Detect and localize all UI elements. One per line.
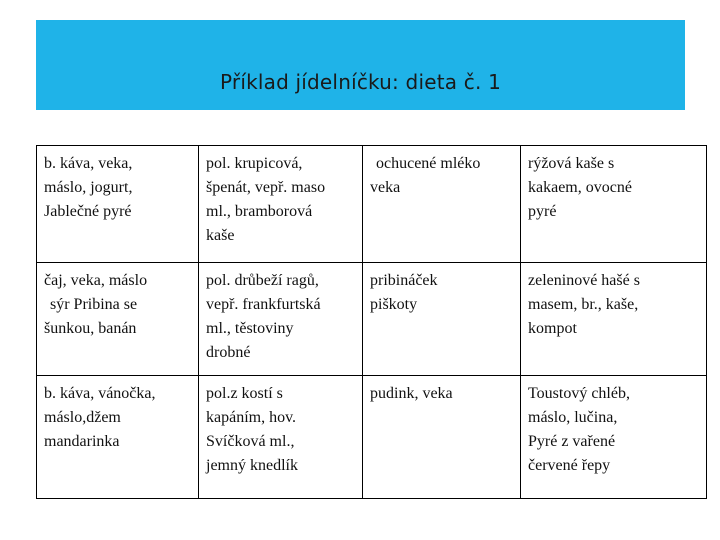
cell-line: rýžová kaše s — [528, 155, 615, 172]
table-cell — [363, 146, 521, 263]
cell-line: b. káva, vánočka, — [44, 384, 156, 402]
cell-line: čaj, veka, máslo — [44, 271, 148, 289]
table-cell — [199, 262, 363, 375]
cell-line: pol.z kostí s — [206, 384, 283, 402]
table-cell — [363, 262, 521, 375]
cell-line: mandarinka — [44, 432, 120, 450]
cell-line: máslo, jogurt, — [44, 179, 133, 196]
cell-line: pol. krupicová, — [206, 155, 303, 172]
cell-line: sýr Pribina se — [50, 295, 138, 313]
cell-line: pol. drůbeží ragů, — [206, 271, 319, 289]
cell-line: ml., těstoviny — [206, 319, 294, 337]
cell-line: máslo,džem — [44, 408, 121, 426]
table-cell — [521, 146, 707, 263]
cell-line: veka — [370, 179, 401, 196]
cell-line: ml., bramborová — [206, 203, 313, 220]
cell-line: masem, br., kaše, — [528, 295, 639, 313]
table-row — [37, 262, 707, 375]
table-cell — [521, 375, 707, 498]
cell-line: pyré — [528, 203, 557, 220]
cell-line: vepř. frankfurtská — [206, 295, 321, 313]
cell-line: pudink, veka — [370, 384, 453, 402]
table-cell — [363, 375, 521, 498]
menu-table — [36, 145, 707, 499]
table-cell — [521, 262, 707, 375]
table-cell — [199, 375, 363, 498]
cell-line: kompot — [528, 319, 577, 337]
cell-line: jemný knedlík — [206, 456, 298, 474]
title-banner — [36, 20, 685, 110]
cell-line: b. káva, veka, — [44, 155, 133, 172]
cell-line: piškoty — [370, 295, 418, 313]
cell-line: Pyré z vařené — [528, 432, 616, 450]
cell-line: zeleninové hašé s — [528, 271, 640, 289]
cell-line: Svíčková ml., — [206, 432, 295, 450]
table-cell — [37, 262, 199, 375]
table-cell — [199, 146, 363, 263]
table-row — [37, 146, 707, 263]
table-row — [37, 375, 707, 498]
cell-line: drobné — [206, 343, 251, 361]
cell-line: šunkou, banán — [44, 319, 137, 337]
cell-line: špenát, vepř. maso — [206, 179, 326, 196]
table-cell — [37, 146, 199, 263]
cell-line: máslo, lučina, — [528, 408, 618, 426]
cell-line: Jablečné pyré — [44, 203, 132, 220]
page-title: Příklad jídelníčku: dieta č. 1 — [219, 70, 502, 94]
table-cell — [37, 375, 199, 498]
cell-line: pribináček — [370, 271, 438, 289]
cell-line: Toustový chléb, — [528, 384, 630, 402]
cell-line: kakaem, ovocné — [528, 179, 632, 196]
cell-line: kapáním, hov. — [206, 408, 297, 426]
cell-line: ochucené mléko — [376, 155, 481, 172]
cell-line: červené řepy — [528, 456, 611, 474]
cell-line: kaše — [206, 227, 235, 244]
